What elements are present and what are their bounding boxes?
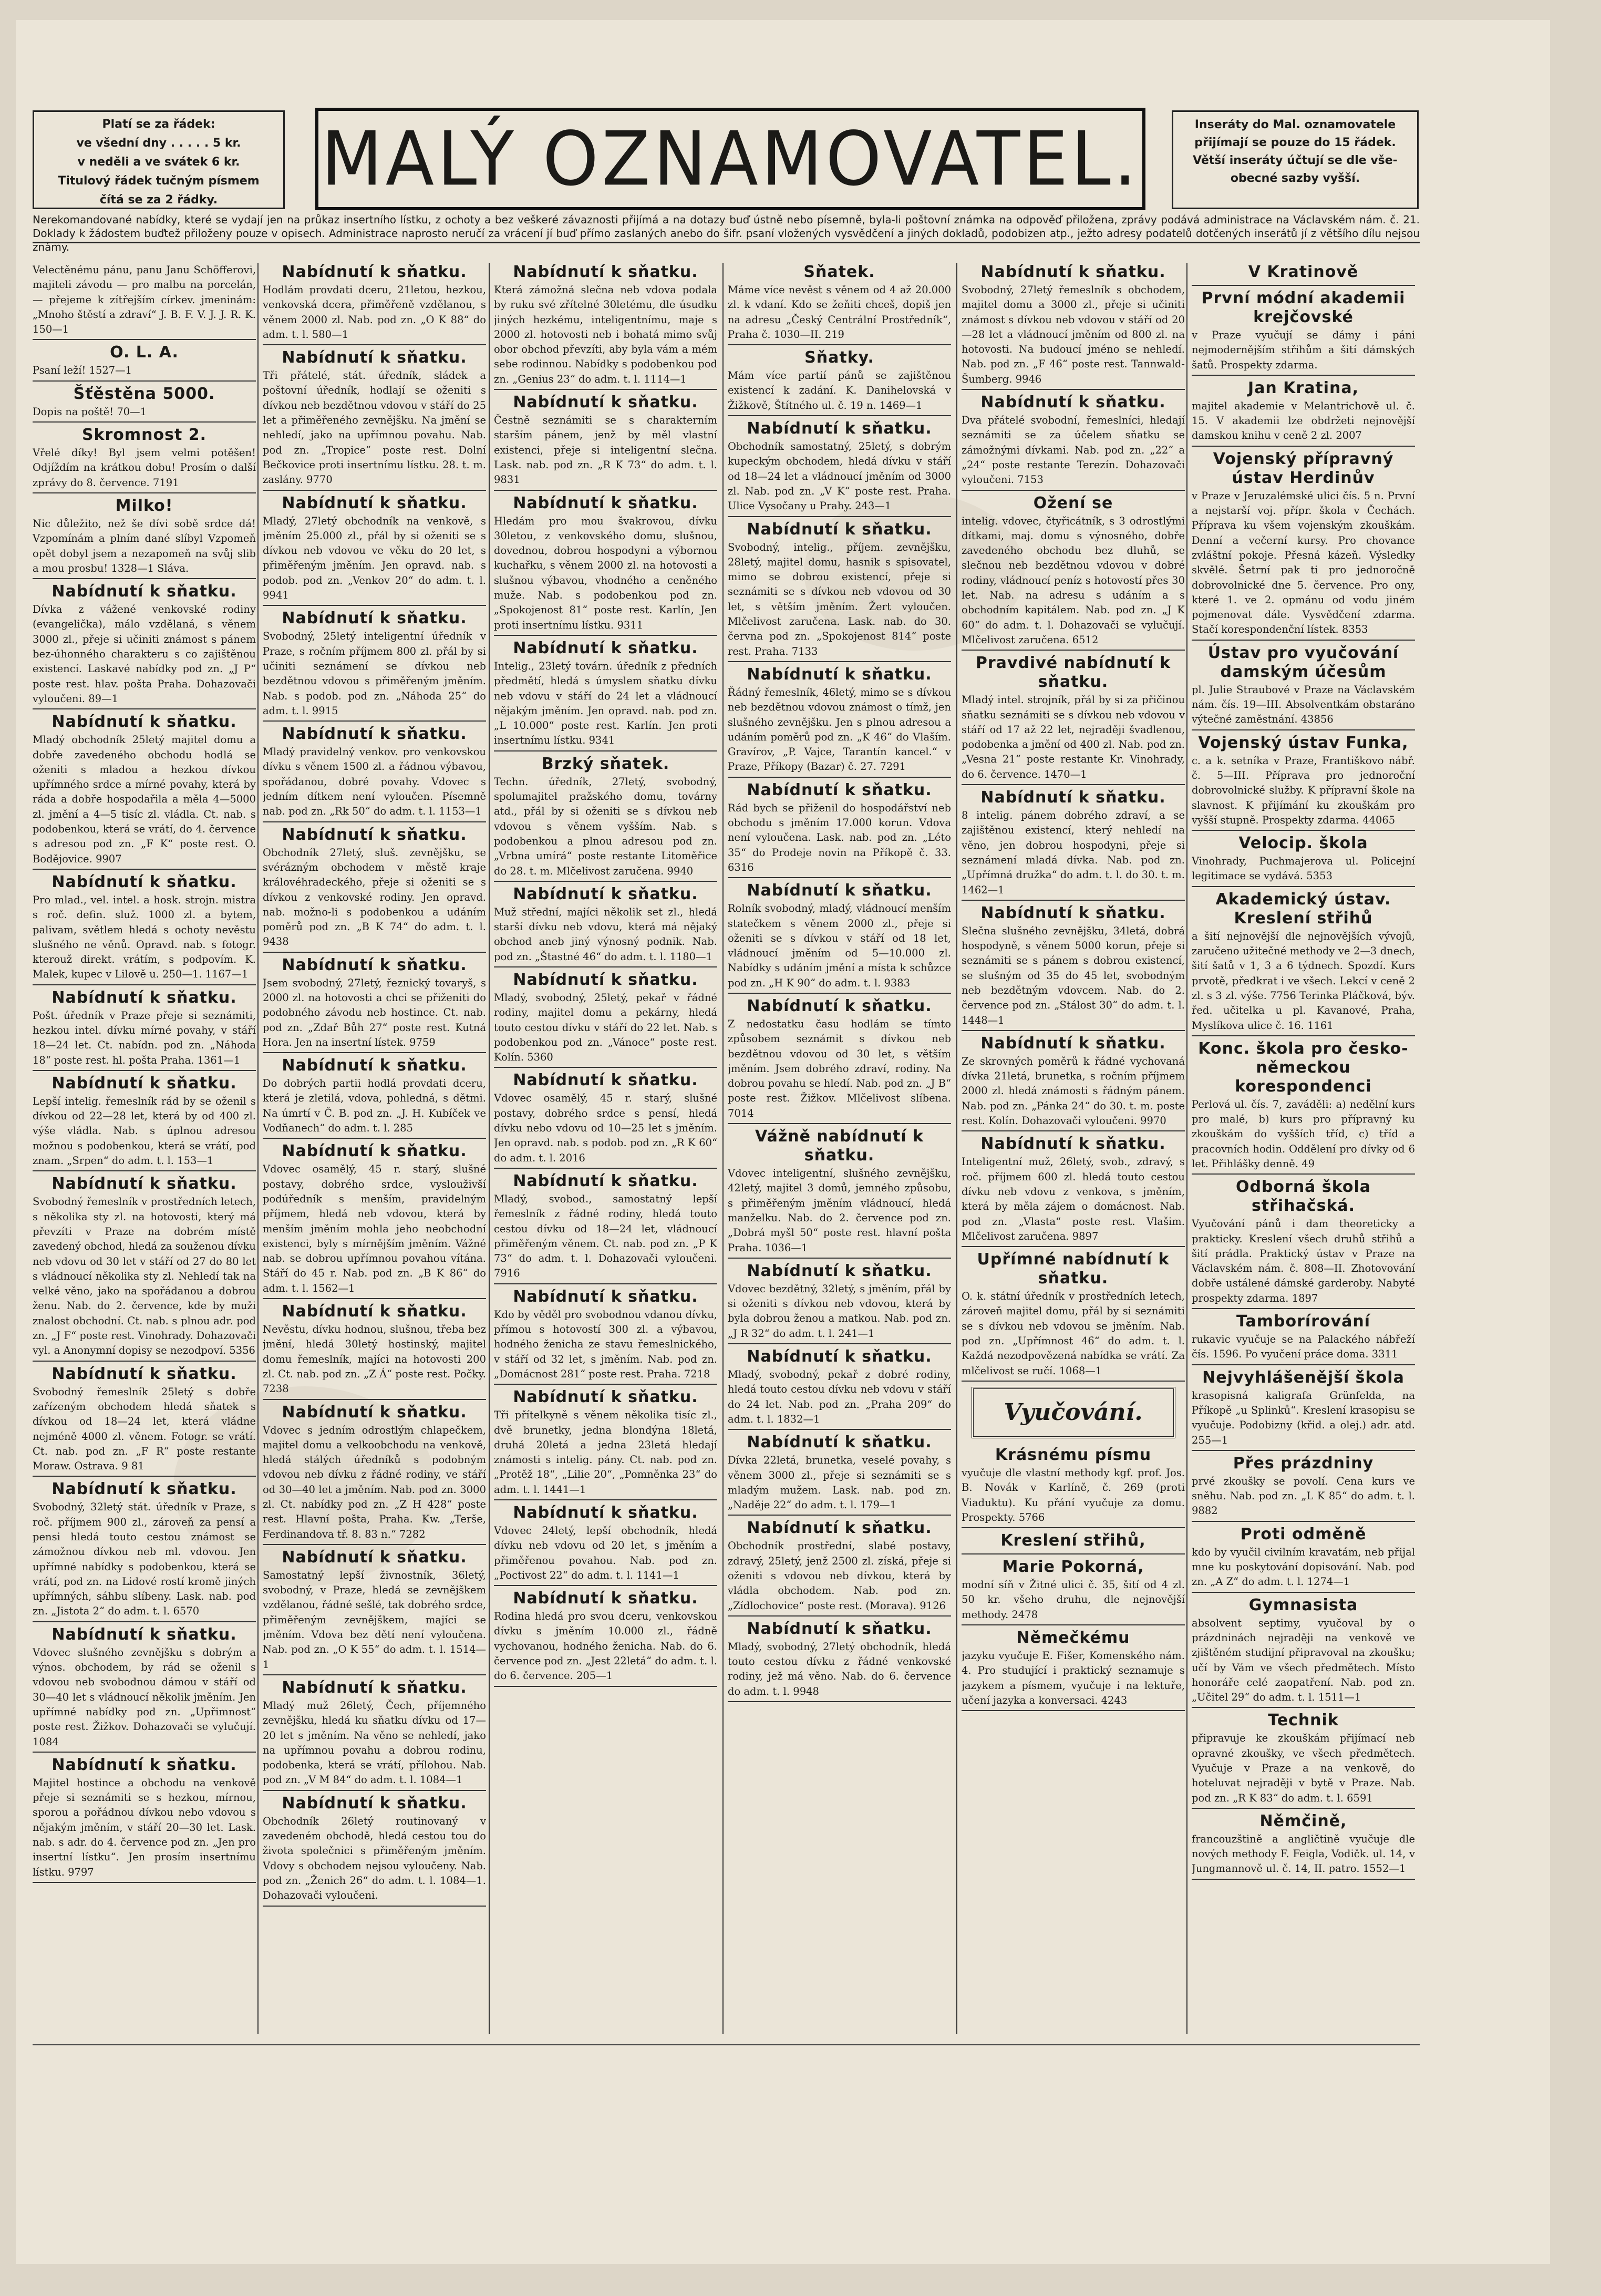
column-rule — [956, 263, 957, 2034]
classified-ad-title: Nabídnutí k sňatku. — [513, 1171, 698, 1190]
classified-ad-text: Rolník svobodný, mladý, vládnoucí menším statečkem s věnem 2000 zl., přeje si oženiti se s dívkou v stáří od 18 let, vládnoucí jměním od 5—10.000 zl. Nabídky s udáním jmění a místa k schůzce pod zn. „H K 90“ do adm. t. l. 9383 — [728, 902, 951, 989]
classified-ad — [962, 654, 1185, 785]
classified-ad — [728, 781, 951, 878]
classified-ad-text: Vdovec inteligentní, slušného zevnějšku, 42letý, majitel 3 domů, jemného způsobu, s přiměřeným jměním vládnoucí, hledá manželku. Nab. do 2. července pod zn. „Dobrá myšl 50“ poste rest. hlavní pošta Praha. 1036—1 — [728, 1167, 951, 1254]
classified-ad — [728, 1433, 951, 1516]
classified-ad — [1192, 450, 1415, 641]
classified-ad-text: Rád bych se přiženil do hospodářství neb obchodu s jměním 17.000 korun. Vdova není vyloučena. Lask. nab. pod zn. „Léto 35“ do Prodeje novin na Příkopě č. 33. 6316 — [728, 801, 951, 873]
classified-ad-title: Nabídnutí k sňatku. — [513, 884, 698, 903]
classified-ad-text: prvé zkoušky se povolí. Cena kurs ve sněhu. Nab. pod zn. „L K 85“ do adm. t. l. 9882 — [1192, 1475, 1415, 1517]
classified-ad-text: Nevěstu, dívku hodnou, slušnou, třeba bez jmění, hledá 30letý hostinský, majitel domu řemeslník, majíci na hotovosti 200 zl. Ct. nab. pod zn. „Z Á“ poste rest. Počky. 7238 — [263, 1323, 486, 1395]
classified-ad-text: Ze skrovných poměrů k řádné vychovaná dívka 21letá, brunetka, s ročním příjmem 2000 zl. hledá známosti s řádným pánem. Nab. pod zn. „Pánka 24“ do 30. t. m. poste rest. Kolín. Dohazovači vyloučeni. 9970 — [962, 1055, 1185, 1127]
classified-ad-text: Tři přítelkyně s věnem několika tisíc zl., dvě brunetky, jedna blondýna 18letá, druhá 20letá a jedna 23letá hledají známosti s intelig. pány. Ct. nab. pod zn. „Protěž 18“, „Lilie 20“, „Pomněnka 23“ do adm. t. l. 1441—1 — [494, 1409, 717, 1496]
classified-ad-title: Nabídnutí k sňatku. — [513, 1071, 698, 1090]
classified-ad — [33, 1365, 256, 1477]
classified-ad-title: Přes prázdniny — [1233, 1454, 1374, 1473]
classified-ad-title: Nabídnutí k sňatku. — [51, 1175, 237, 1193]
classified-ad-text: Hledám pro mou švakrovou, dívku 30letou, z venkovského domu, slušnou, dovednou, dobrou hospodyni a výbornou kuchařku, s věnem 2000 zl. na hotovosti a slušnou výbavou, vhodného a ceněného muže. Nab. s podobenkou pod zn. „Spokojenost 81“ poste rest. Karlín, Jen proti insertnímu lístku. 9311 — [494, 514, 717, 631]
classified-ad — [263, 1679, 486, 1791]
classified-ad-title: Nabídnutí k sňatku. — [51, 1074, 237, 1093]
classified-ad-text: Psaní leží! 1527—1 — [33, 364, 132, 377]
classified-ad-text: Obchodník 27letý, sluš. zevnějšku, se svérázným obchodem v městě kraje královéhradeckého, přeje si oženiti se s dívkou z venkovské rodiny. Jen opravd. nab. možno-li s podobenkou a udáním poměrů pod zn. „B K 74“ do adm. t. l. 9438 — [263, 846, 486, 948]
classified-ad-title: Nabídnutí k sňatku. — [513, 639, 698, 657]
classified-ad-title: Nabídnutí k sňatku. — [282, 263, 467, 281]
classified-ad-title: Nabídnutí k sňatku. — [282, 955, 467, 974]
classified-ad-title: Upřímné nabídnutí k sňatku. — [977, 1250, 1170, 1288]
classified-ad — [33, 582, 256, 709]
classified-ad-title: Nabídnutí k sňatku. — [980, 903, 1166, 922]
classified-ad — [1192, 1596, 1415, 1708]
classified-ad-text: Svobodný, 32letý stát. úředník v Praze, s roč. příjmem 900 zl., zároveň za pensí a pensi hledá touto cestou známost se zámožnou dívkou neb ml. vdovou. Jen upřímné nabídky s podobenkou, která se vrátí, pod zn. na Lidové rostí kromě jiných upřímných, sáhbu slíbeny. Lask. nab. pod zn. „Jistota 2“ do adm. t. l. 6570 — [33, 1501, 256, 1618]
classified-ad-text: Mladý, 27letý obchodník na venkově, s jměním 25.000 zl., přál by si oženiti se s dívkou neb vdovou ve věku do 20 let, s přiměřeným jměním. Jen opravd. nab. s podob. pod zn. „Venkov 20“ do adm. t. l. 9941 — [263, 514, 486, 602]
classified-ad-text: Dívka 22letá, brunetka, veselé povahy, s věnem 3000 zl., přeje si seznámiti se s mladým mužem. Lask. nab. pod zn. „Naděje 22“ do adm. t. l. 179—1 — [728, 1454, 951, 1511]
classified-ad — [494, 1288, 717, 1385]
classified-ad-title: Pravdivé nabídnutí k sňatku. — [975, 654, 1171, 692]
classified-ad-title: Nabídnutí k sňatku. — [282, 1794, 467, 1813]
classified-ad-title: Nabídnutí k sňatku. — [282, 1056, 467, 1075]
classified-ad-text: Mladý, svobod., samostatný lepší řemeslník z řádné rodiny, hledá touto cestou dívku od 18—24 let, vládnoucí přiměřeným věnem. Ct. nab. pod zn. „P K 73“ do adm. t. l. Dohazovači vyloučeni. 7916 — [494, 1192, 717, 1280]
classified-ad — [33, 1074, 256, 1171]
classified-ad-text: Mám více partií pánů se zajištěnou existencí k zadání. K. Danihelovská v Žižkově, Štítného ul. č. 19 n. 1469—1 — [728, 369, 951, 411]
classified-ad-text: Která zámožná slečna neb vdova podala by ruku své zřítelné 30letému, dle úsudku jiných hezkému, inteligentnímu, maje s 2000 zl. hotovosti neb i bohatá mimo svůj obor obchod převzíti, aby byla vám a mém sebe rodinnou. Nabídky s podobenkou pod zn. „Genius 23“ do adm. t. l. 1114—1 — [494, 284, 717, 385]
classified-ad-title: Nabídnutí k sňatku. — [747, 1619, 932, 1638]
classified-ad — [494, 494, 717, 636]
classified-ad — [263, 1548, 486, 1675]
classified-ad-text: Nic důležito, než še dívi sobě srdce dá! Vzpomínám a plním dané slíbyl Vzpomeň opět dobyl jsem a nezapomeň na svůj slib a mou prosbu! 1328—1 Slávа. — [33, 517, 256, 574]
classified-ad — [1192, 1454, 1415, 1522]
classified-ad — [728, 263, 951, 345]
classified-ad-title: Ústav pro vyučování damským účesům — [1207, 643, 1399, 681]
classified-ad-title: Nabídnutí k sňatku. — [51, 988, 237, 1007]
classified-ad — [33, 343, 256, 381]
lesson-ad-title: Marie Pokorná, — [1002, 1558, 1144, 1577]
classified-ad — [33, 1756, 256, 1883]
classified-ad-title: Nabídnutí k sňatku. — [51, 1480, 237, 1499]
lesson-ad-title: Kreslení střihů, — [1000, 1531, 1146, 1550]
masthead — [315, 108, 1145, 210]
classified-ad — [263, 725, 486, 822]
classified-ad-title: Vojenský ústav Funka, — [1198, 733, 1409, 752]
classified-ad-text: Mladý muž 26letý, Čech, příjemného zevnějšku, hledá ku sňatku dívku od 17—20 let s jměním. Na věno se nehledí, jako na upřímnou povahu a dobrou rodinu, podobenka, která se vrátí, přílohou. Nab. pod zn. „V M 84“ do adm. t. l. 1084—1 — [263, 1699, 486, 1786]
classified-ad — [263, 1403, 486, 1545]
classified-ad-text: pl. Julie Straubové v Praze na Václavském nám. čís. 19—III. Absolventkám obstaráno výtečné zaměstnání. 43856 — [1192, 683, 1415, 726]
classified-ad-title: Nabídnutí k sňatku. — [980, 788, 1166, 807]
classified-ad — [1192, 834, 1415, 887]
classified-ad — [494, 1589, 717, 1686]
classified-ad-text: c. a k. setníka v Praze, Františkovo nábř. č. 5—III. Příprava pro jednoroční dobrovolnické služby. K přípravní škole na slavnost. K přijímání ku zkouškám pro vyšší stupně. Prospekty zdarma. 44065 — [1192, 754, 1415, 826]
rules-line: Inseráty do Mal. oznamovatele — [1194, 118, 1396, 131]
classified-ad — [33, 1480, 256, 1622]
classified-ad-title: Milko! — [115, 496, 173, 515]
classified-ad-title: Odborná škola střihačská. — [1235, 1178, 1371, 1216]
classified-ad-text: Mladý obchodník 25letý majitel domu a dobře zavedeného obchodu hodlá se oženiti s mladou a hezkou dívkou upřímného srdce a mírné povahy, která by ráda a dobře hospodařila a měla 4—5000 zl. jmění a 4—5 tisíc zl. vládla. Ct. nab. s podobenkou, která se vrátí, do 4. července s adresou pod zn. „F K“ poste rest. O. Bodějovice. 9907 — [33, 734, 256, 865]
classified-ad-text: Majitel hostince a obchodu na venkově přeje si seznámiti se s hezkou, mírnou, sporou a pořádnou dívkou nebo vdovou s nějakým jměním, v stáří 20—30 let. Lask. nab. s adr. do 4. července pod zn. „Jen pro insertní lístku“. Jen prosím insertnímu lístku. 9797 — [33, 1776, 256, 1878]
ad-column-5 — [962, 263, 1185, 2034]
classified-ad — [33, 263, 256, 340]
classified-ad-text: Dva přátelé svobodní, řemeslníci, hledají seznámiti se za účelem sňatku se zámožnými dívkami. Nab. pod zn. „22“ a „24“ poste restante Terezín. Dohazovači vyloučeni. 7153 — [962, 414, 1185, 486]
classified-ad — [728, 1127, 951, 1259]
classified-ad-text: Techn. úředník, 27letý, svobodný, spolumajitel pražského domu, továrny atd., přál by si oženiti se s dívkou neb vdovou s věnem vyšším. Nab. s podobenkou a plnou adresou pod zn. „Vrbna umírá“ poste restante Litoměřice do 28. t. m. Mlčelivost zaručena. 9940 — [494, 775, 717, 877]
classified-ad-text: Rodina hledá pro svou dceru, venkovskou dívku s jměním 10.000 zl., řádně vychovanou, hodného ženicha. Nab. do 6. července pod zn. „Jest 22letá“ do adm. t. l. do 6. července. 205—1 — [494, 1610, 717, 1682]
classified-ad — [33, 989, 256, 1071]
classified-ad-title: Nabídnutí k sňatku. — [747, 520, 932, 539]
classified-ad-text: Kdo by věděl pro svobodnou vdanou dívku, přímou s hotovostí 300 zl. a výbavou, hodného ženicha ze stavu řemeslnického, v stáří od 32 let, s jměním. Nab. pod zn. „Domácnost 281“ poste rest. Praha. 7218 — [494, 1308, 717, 1380]
classified-ad-title: Nabídnutí k sňatku. — [282, 1548, 467, 1567]
classified-ad — [962, 263, 1185, 390]
classified-ad — [1192, 890, 1415, 1036]
classified-ad-title: Technik — [1268, 1711, 1339, 1730]
classified-ad-text: Mladý intel. strojník, přál by si za přičinou sňatku seznámiti se s dívkou neb vdovou v stáří od 17 až 22 let, nejraději švadlenou, podobenka a jmění od 400 zl. Nab. pod zn. „Vesna 21“ poste restante Kr. Vinohrady, do 6. července. 1470—1 — [962, 694, 1185, 780]
classified-ad — [1192, 379, 1415, 447]
classified-ad-text: majitel akademie v Melantrichově ul. č. 15. V akademii lze obdržeti nejnovější damskou knihu v ceně 2 zl. 2007 — [1192, 399, 1415, 442]
classified-ad — [263, 1056, 486, 1139]
classified-ad — [494, 755, 717, 882]
lesson-ad-title: Krásnému písmu — [995, 1445, 1152, 1464]
classified-ad-title: Nabídnutí k sňatku. — [747, 419, 932, 438]
classified-ad-text: Vyučování pánů i dam theoreticky a prakticky. Kreslení všech druhů střihů a šití prádla. Praktický ústav v Praze na Václavském nám. č. 808—II. Zhotovování dobře ustálené dámské garderoby. Nabyté prospekty zdarma. 1897 — [1192, 1218, 1415, 1304]
classified-ad — [1192, 1178, 1415, 1309]
page-title: MALÝ OZNAMOVATEL. — [321, 116, 1140, 202]
lesson-ad — [962, 1531, 1185, 1554]
classified-ad — [494, 263, 717, 390]
section-heading-vyucovani: Vyučování. — [972, 1387, 1175, 1438]
classified-ad-text: francouzštině a angličtině vyučuje dle nových methody F. Feigla, Vodičk. ul. 14, v Jungmannově ul. č. 14, II. patro. 1552—1 — [1192, 1832, 1415, 1875]
ad-column-6 — [1192, 263, 1415, 2034]
classified-ad-title: Vojenský přípravný ústav Herdinův — [1213, 449, 1394, 487]
classified-ad-text: Pro mlad., vel. intel. a hosk. strojn. mistra s roč. defin. služ. 1000 zl. a bytem, palivam, světlem hledá s ochoty nevěstu slušného ne věnů. Opravd. nab. s fotogr. kterouž direkt. vrátím, s podpovím. K. Malek, kupec v Lilově u. 250—1. 1167—1 — [33, 893, 256, 981]
classified-ad-text: absolvent septimy, vyučoval by o prázdninách nejraději na venkově ve zjištěném studijní připravoval na zkoušku; učí by Vám ve všech předmětech. Místo honoráře celé zaopatření. Nab. pod zn. „Učitel 29“ do adm. t. l. 1511—1 — [1192, 1617, 1415, 1704]
classified-ad-title: Nabídnutí k sňatku. — [282, 493, 467, 512]
classified-ad — [1192, 1525, 1415, 1593]
column-rule — [722, 263, 724, 2034]
page-bottom-rule — [33, 2044, 1420, 2056]
lesson-ad-text: jazyku vyučuje E. Fišer, Komenského nám. 4. Pro studující i praktický seznamuje s jazykem a písmem, vyučuje i na lektuře, učení jazyka a konversaci. 4243 — [962, 1650, 1185, 1706]
classified-ad-text: Dívka z vážené venkovské rodiny (evangelička), málo vzdělaná, s věnem 3000 zl., přeje si učiniti známost s pánem bez-úhonného charakteru s co zajištěnou existencí. Laskavé nabídky pod zn. „J P“ poste rest. hlav. pošta Praha. Dohazovači vyloučeni. 89—1 — [33, 603, 256, 705]
classified-ad-title: Akademický ústav. Kreslení střihů — [1215, 890, 1391, 928]
classified-ad-title: Nabídnutí k sňatku. — [513, 970, 698, 989]
classified-ad-text: Mladý, svobodný, 27letý obchodník, hledá touto cestou dívku z řádné venkovské rodiny, jež má věno. Nab. do 6. července do adm. t. l. 9948 — [728, 1640, 951, 1697]
classified-ad — [263, 826, 486, 953]
classified-ad-title: Nejvyhlášenější škola — [1202, 1368, 1404, 1387]
classified-ad — [263, 956, 486, 1053]
price-line: v neděli a ve svátek 6 kr. — [77, 156, 240, 169]
classified-ad-text: Máme více nevěst s věnem od 4 až 20.000 zl. k vdaní. Kdo se žeňiti chceš, dopiš jen na adresu „Český Centrální Prostředník“, Praha č. 1030—II. 219 — [728, 284, 951, 341]
classified-ad-text: Velectěnému pánu, panu Janu Schöfferovi, majiteli závodu — pro malbu na porcelán, — přejeme k zítřejším církev. jmeninám: „Mnoho štěstí a zdraví“ J. B. F. V. J. J. R. K. 150—1 — [33, 264, 256, 336]
classified-ad-title: Nabídnutí k sňatku. — [747, 665, 932, 684]
classified-ad-title: Konc. škola pro česko-německou korespondenci — [1198, 1039, 1409, 1096]
classified-ad-text: Slečna slušného zevnějšku, 34letá, dobrá hospodyně, s věnem 5000 korun, přeje si seznámiti se s pánem s dobrou existencí, se slušným od 35 do 45 let, svobodným neb bezdětným vdovcem. Nab. do 2. července pod zn. „Stálost 30“ do adm. t. l. 1448—1 — [962, 924, 1185, 1026]
classified-ad-title: Nabídnutí k sňatku. — [282, 725, 467, 744]
lesson-ad — [962, 1558, 1185, 1625]
classified-ad-text: Svobodný, 25letý inteligentní úředník v Praze, s ročním příjmem 800 zl. přál by si učiniti seznámení se dívkou neb bezdětnou vdovou s přiměřeným jměním. Nab. s podob. pod zn. „Náhoda 25“ do adm. t. l. 9915 — [263, 630, 486, 717]
price-line: Platí se za řádek: — [102, 118, 215, 131]
ad-column-1 — [33, 263, 256, 2034]
classified-ad — [728, 419, 951, 517]
classified-ad-text: Svobodný řemeslník 25letý s dobře zařízeným obchodem hledá sňatek s dívkou od 18—24 let, která vládne nejméně 4000 zl. věnem. Fotogr. se vrátí. Ct. nab. pod zn. „F R“ poste restante Moraw. Ostrava. 9 81 — [33, 1385, 256, 1473]
classified-ad — [263, 263, 486, 345]
classified-ad-text: Řádný řemeslník, 46letý, mimo se s dívkou neb bezdětnou vdovou známost o tímž, jen slušného zevnějšku. Jen s plnou adresou a udáním poměrů pod zn. „K 46“ do Vlaším. Gravírov, „P. Vajce, Tarantín kancel.“ v Praze, Příkopy (Bazar) č. 27. 7291 — [728, 686, 951, 773]
classified-ad-text: Vdovec s jedním odrostlým chlapečkem, majitel domu a velkoobchodu na venkově, hledá stálých úředníků s podobným vdovou neb dívku z řádné rodiny, ve stáří od 30—40 let a jměním. Nab. pod zn. 3000 zl. Ct. nabídky pod zn. „Z H 428“ poste rest. Hlavní pošta, Praha. Kw. „Terše, Ferdinandova tř. 8. 83 n.“ 7282 — [263, 1424, 486, 1540]
classified-ad — [494, 885, 717, 967]
classified-ad-text: Tři přátelé, stát. úředník, sládek a poštovní úředník, hodlají se oženiti s dívkou neb bezdětnou vdovou v stáří do 25 let a přiměřeného zevnějšku. Na jmění se nehledí, jako na upřímnou povahu. Nab. pod zn. „Tropice“ poste rest. Dolní Bečkovice proti insertnímu lístku. 28. t. m. zaslány. 9770 — [263, 369, 486, 486]
classified-ad-title: Jan Kratina, — [1247, 378, 1359, 397]
classified-ad-text: Hodlám provdati dceru, 21letou, hezkou, venkovská dcera, přiměřeně vzdělanou, s věnem 2000 zl. Nab. pod zn. „O K 88“ do adm. t. l. 580—1 — [263, 284, 486, 341]
classified-ad-text: Lepší intelig. řemeslník rád by se oženil s dívkou od 22—28 let, která by od 400 zl. výše vládla. Nab. s úplnou adresou možnou s podobenkou, která se vrátí, pod znam. „Srpen“ do adm. t. l. 153—1 — [33, 1095, 256, 1167]
classified-ad-title: Nabídnutí k sňatku. — [747, 1261, 932, 1280]
price-line: čítá se za 2 řádky. — [99, 193, 218, 207]
classified-ad — [962, 494, 1185, 651]
rules-line: obecné sazby vyšší. — [1230, 172, 1360, 185]
classified-ad — [1192, 734, 1415, 831]
classified-ad-text: Vdovec slušného zevnějšku s dobrým a výnos. obchodem, by rád se oženil s vdovou neb svobodnou dámou v stáří od 30—40 let s vládnoucí několik jměním. Jen upřímné nabídky pod zn. „Upřimnost“ poste rest. Žižkov. Dohazovači se vylučují. 1084 — [33, 1646, 256, 1748]
classified-ad-text: v Praze vyučují se dámy i páni nejmodernějším střihům a šití dámských šatů. Prospekty zdarma. — [1192, 329, 1415, 371]
classified-ad — [962, 904, 1185, 1031]
classified-ad-text: a šití nejnovější dle nejnovějších vývojů, zaručeno užitečné methody ve 2—3 dnech, šití šatů v 1, 3 a 6 týdnech. Spozdí. Kurs prvotě, předkrat i ve všech. Lekcí v ceně 2 zl. s 3 zl. výše. 7756 Terinka Pláčková, býv. řed. učitelka u pl. Kavanové, Praha, Myslíkova ulice č. 16. 1161 — [1192, 930, 1415, 1032]
administration-notice: Nerekomandované nabídky, které se vydají jen na průkaz insertního lístku, z ochoty a bez veškeré závaznosti přijímá a na dotazy buď ústně nebo písemně, byla-li poštovní známka na odpověď přiložena, zprávy podává administrace na Václavském nám. č. 21. Doklady k žádostem buďtež přiloženy pouze v opisech. Administrace naprosto neručí za vrácení jí buď přímo zaslaných anebo do šifr. psaní vložených vysvědčení a jiných dokladů, podobizen atp., ježto adresy podatelů dotčených inserátů jí z většího dílu nejsou známy. — [33, 213, 1420, 253]
classified-ad-text: Svobodný, intelig., příjem. zevnějšku, 28letý, majitel domu, hasnik s spisovatel, mimo se dobrou existencí, přeje si seznámiti se s dívkou neb vdovou od 30 let, s větším jměním. Žert vyloučen. Mlčelivost zaručena. Lask. nab. do 30. června pod zn. „Spokojenost 814“ poste rest. Praha. 7133 — [728, 541, 951, 657]
classified-ad-text: Obchodník 26letý routinovaný v zavedeném obchodě, hledá cestou tou do života společnici s přiměřeným jměním. Vdovy s obchodem nejsou vyloučeny. Nab. pod zn. „Ženich 26“ do adm. t. l. 1084—1. Dohazovači vyloučeni. — [263, 1815, 486, 1902]
classified-ad — [728, 1519, 951, 1616]
classified-ad-text: rukavic vyučuje se na Palackého nábřeží čís. 1596. Po vyučení práce doma. 3311 — [1192, 1333, 1415, 1361]
classified-ad-text: Mladý pravidelný venkov. pro venkovskou dívku s věnem 1500 zl. a řádnou výbavou, spořádanou, dobré povahy. Vdovec s jedním dítkem není vyloučen. Písemně nab. pod zn. „Rk 50“ do adm. t. l. 1153—1 — [263, 746, 486, 818]
classified-ad — [1192, 289, 1415, 376]
classified-ad — [494, 393, 717, 490]
classified-ad-title: Nabídnutí k sňatku. — [513, 393, 698, 412]
classified-ad — [33, 1625, 256, 1753]
classified-ad-title: Nabídnutí k sňatku. — [980, 1034, 1166, 1053]
classified-ad-title: Nabídnutí k sňatku. — [282, 825, 467, 844]
classified-ad — [962, 1135, 1185, 1247]
classified-ad — [728, 665, 951, 778]
classified-ad-title: Nabídnutí k sňatku. — [282, 1403, 467, 1422]
classified-ad-text: Muž střední, majíci několik set zl., hledá starší dívku neb vdovu, která má nějaký obchod aneb jiný výnosný podnik. Nab. pod zn. „Štastné 46“ do adm. t. l. 1180—1 — [494, 905, 717, 963]
classified-ad — [1192, 263, 1415, 286]
lesson-ad — [962, 1629, 1185, 1711]
classified-ad-title: Nabídnutí k sňatku. — [282, 1142, 467, 1161]
classified-ad-title: Tamborírování — [1236, 1312, 1371, 1331]
rules-box — [1172, 110, 1419, 209]
classified-ad-text: Perlová ul. čís. 7, zaváděli: a) nedělní kurs pro malé, b) kurs pro přípravný ku zkouškám do vyšších tříd, c) tříd a pracovních hodin. Oddělení pro dívky od 6 let. Přihlášky denně. 49 — [1192, 1098, 1415, 1170]
classified-ad — [728, 348, 951, 416]
classified-ad-title: Skromnost 2. — [81, 426, 207, 445]
ad-column-4 — [728, 263, 951, 2034]
classified-ad — [1192, 1812, 1415, 1880]
classified-ad-text: Vdovec bezdětný, 32letý, s jměním, přál by si oženiti s dívkou neb vdovou, která by byla dobrou ženou a matkou. Nab. pod zn. „J R 32“ do adm. t. l. 241—1 — [728, 1282, 951, 1340]
classified-ad-title: Nabídnutí k sňatku. — [747, 1519, 932, 1538]
classified-ad-text: připravuje ke zkouškám přijímací neb opravné zkoušky, ve všech předmětech. Vyučuje v Praze a na venkově, do hoteluvat nejraději v bytě v Praze. Nab. pod zn. „R K 83“ do adm. t. l. 6591 — [1192, 1732, 1415, 1804]
classified-ad-title: Nabídnutí k sňatku. — [51, 1755, 237, 1774]
classified-ad — [494, 1388, 717, 1500]
classified-ad-title: Nabídnutí k sňatku. — [51, 1364, 237, 1383]
classified-ad — [728, 881, 951, 994]
classified-ad-title: Nabídnutí k sňatku. — [980, 263, 1166, 281]
classified-ad-text: Samostatný lepší živnostník, 36letý, svobodný, v Praze, hledá se zevnějškem vzdělanou, řádné sešlé, tak dobrého srdce, přiměřeným zevnějškem, majíci se jměním. Vdova bez dětí není vyloučena. Nab. pod zn. „O K 55“ do adm. t. l. 1514—1 — [263, 1569, 486, 1671]
classified-ad-title: Nabídnutí k sňatku. — [747, 1433, 932, 1452]
classified-ad — [962, 1250, 1185, 1382]
classified-ad-title: Nabídnutí k sňatku. — [980, 1135, 1166, 1154]
classified-ad — [728, 1262, 951, 1344]
classified-ad — [263, 494, 486, 606]
classified-ad — [263, 1302, 486, 1399]
price-box — [33, 110, 285, 209]
classified-ad-text: Do dobrých partii hodlá provdati dceru, která je zletilá, vdova, pohledná, s dětmi. Na úmrtí v Č. B. pod zn. „J. H. Kubíček ve Vodňanech“ do adm. t. l. 285 — [263, 1077, 486, 1135]
classified-ad — [962, 1034, 1185, 1131]
classified-ad-text: Vinohrady, Puchmajerova ul. Policejní legitimace se vydává. 5353 — [1192, 855, 1415, 882]
classified-ad — [1192, 1039, 1415, 1175]
lesson-ad-text: vyučuje dle vlastní methody kgf. prof. Jos. B. Novák v Karlíně, č. 269 (proti Viaduktu). Ku přání vyučuje za domu. Prospekty. 5766 — [962, 1466, 1185, 1523]
classified-ad-title: Nabídnutí k sňatku. — [747, 881, 932, 900]
classified-ad-title: Nabídnutí k sňatku. — [51, 713, 237, 732]
classified-ad — [1192, 1711, 1415, 1808]
classified-ad — [494, 971, 717, 1068]
classified-ad-text: Obchodník prostřední, slabé postavy, zdravý, 25letý, jenž 2500 zl. získá, přeje si oženiti s vdovou neb dívkou, která by vládla obchodem. Nab. pod zn. „Zídlochovice“ poste rest. (Morava). 9126 — [728, 1540, 951, 1612]
classified-ad — [263, 1794, 486, 1907]
classified-ad-text: Mladý, svobodný, pekař z dobré rodiny, hledá touto cestou dívku neb vdovu v stáří do 24 let. Nab. pod zn. „Praha 209“ do adm. t. l. 1832—1 — [728, 1368, 951, 1425]
classified-ad-title: Šťěstěna 5000. — [73, 384, 215, 403]
classified-ad-title: Nabídnutí k sňatku. — [513, 263, 698, 281]
classified-ad — [962, 788, 1185, 901]
classified-ad-title: Nabídnutí k sňatku. — [282, 1678, 467, 1697]
classified-ad-text: Svobodný řemeslník v prostředních letech, s několika sty zl. na hotovosti, který má převzíti v Praze na dobrém místě zavedený obchod, hledá za souženou dívku neb vdovu od 30 let v stáří od 27 do 80 let s vládnoucí několika sty zl. Nehledí tak na velké věno, jako na spořádanou a dobrou ženu. Nab. do 2. července, kde by muži znalost obchodní. Ct. nab. s plnou adr. pod zn. „J F“ poste rest. Vinohrady. Dohazovači vyl. a Anonymní dopisy se nezodpoví. 5356 — [33, 1196, 256, 1357]
price-line: ve všední dny . . . . . 5 kr. — [76, 137, 241, 150]
ad-column-3 — [494, 263, 717, 2034]
classified-ad — [728, 520, 951, 662]
classified-ad — [728, 997, 951, 1124]
classified-ad — [494, 1504, 717, 1586]
classified-ad-title: Nabídnutí k sňatku. — [51, 582, 237, 601]
classified-ad-text: v Praze v Jeruzalémské ulici čís. 5 n. První a nejstarší voj. přípr. škola v Čechách. Příprava ku všem vojenským zkouškám. Denní a večerní kursy. Pro chovance zvláštní pokoje. Přesná kázeň. Výsledky skvělé. Šetrní pak ti pro jednoročně dobrovolnické dne 5. července. Pro ony, které 1. ve 2. opmánu od vodu jiném pojmenovat dále. Vysvědčení zdarma. Stačí korespondenční lístek. 8353 — [1192, 489, 1415, 636]
classified-ad — [1192, 1312, 1415, 1365]
lesson-ad-text: modní síň v Žitné ulici č. 35, šití od 4 zl. 50 kr. všeho druhu, dle nejnovější methody. 2478 — [962, 1579, 1185, 1621]
classified-ad — [263, 1142, 486, 1299]
classified-ad-title: Nabídnutí k sňatku. — [513, 1287, 698, 1306]
classified-ad — [1192, 1368, 1415, 1451]
column-rule — [257, 263, 259, 2034]
classified-ad — [33, 497, 256, 579]
column-rule — [1186, 263, 1187, 2034]
classified-ad-title: V Kratinově — [1248, 263, 1359, 281]
classified-ad-title: Ožení se — [1033, 493, 1113, 512]
classified-ad-text: Dopis na poště! 70—1 — [33, 405, 147, 418]
classified-ad-title: Nabídnutí k sňatku. — [513, 1504, 698, 1522]
classified-ad-title: Nabídnutí k sňatku. — [747, 1347, 932, 1366]
lesson-ad-title: Němečkému — [1016, 1629, 1130, 1647]
classified-ad — [33, 1175, 256, 1361]
classified-ad — [1192, 644, 1415, 730]
classified-ad-title: Nabídnutí k sňatku. — [513, 1589, 698, 1608]
classified-ad — [33, 713, 256, 870]
price-line: Titulový řádek tučným písmem — [58, 174, 260, 188]
column-rule — [489, 263, 490, 2034]
classified-ad — [33, 385, 256, 423]
rules-line: přijímají se pouze do 15 řádek. — [1194, 136, 1396, 149]
classified-ad — [962, 393, 1185, 490]
classified-ad-text: intelig. vdovec, čtyřicátník, s 3 odrostlými dítkami, maj. domu s výnosného, dobře zavedeného obchodu bez dluhů, se slečnou neb bezdětnou vdovou v dobré rodiny, vládnoucí peníz s hotovostí přes 30 let. Nab. na adresu s udáním a s obchodním kapitálem. Nab. pod zn. „J K 60“ do adm. t. l. Dohazovači se vylučují. Mlčelivost zaručena. 6512 — [962, 514, 1185, 646]
classified-ad-title: Nabídnutí k sňatku. — [282, 609, 467, 628]
classified-ad-text: O. k. státní úředník v prostředních letech, zároveň majitel domu, přál by si seznámiti se s dívkou neb vdovou se jměním. Nab. pod zn. „Upřímnost 46“ do adm. t. l. Každá nezodpovězená nabídka se vrátí. Za mlčelivost se ručí. 1068—1 — [962, 1290, 1185, 1377]
classified-ad-text: Obchodník samostatný, 25letý, s dobrým kupeckým obchodem, hledá dívku v stáří od 18—24 let a vládnoucí jměním od 3000 zl. Nab. pod zn. „V K“ poste rest. Praha. Ulice Vysočany u Prahy. 243—1 — [728, 440, 951, 512]
classified-ad-title: Proti odměně — [1240, 1525, 1367, 1543]
classified-ad-text: krasopisná kaligrafa Grünfelda, na Příkopě „u Splinků“. Kreslení krasopisu se vyučuje. Podobizny (křid. a olej.) adr. atd. 255—1 — [1192, 1389, 1415, 1446]
classified-ad — [263, 609, 486, 722]
classified-ad-text: kdo by vyučil civilním kravatám, neb přijal mne ku poskytování dopisování. Nab. pod zn. „A Z“ do adm. t. l. 1274—1 — [1192, 1546, 1415, 1588]
classified-ad-text: 8 intelig. pánem dobrého zdraví, a se zajištěnou existencí, který nehledí na věno, jen dobrou hospodyni, přeje si seznámení mladá dívka. Nab. pod zn. „Upřímná družka“ do adm. t. l. do 30. t. m. 1462—1 — [962, 809, 1185, 896]
classified-ad — [494, 1071, 717, 1168]
classified-ad-title: Nabídnutí k sňatku. — [51, 872, 237, 891]
classified-ad — [494, 639, 717, 751]
classified-ad — [728, 1347, 951, 1430]
ad-column-2 — [263, 263, 486, 2034]
classified-ad-title: Gymnasista — [1248, 1595, 1358, 1614]
classified-ad-text: Čestně seznámiti se s charakterním starším pánem, jenž by měl vlastní existenci, přeje si inteligentní slečna. Lask. nab. pod zn. „R K 73“ do adm. t. l. 9831 — [494, 414, 717, 486]
classified-ad-title: Brzký sňatek. — [541, 754, 670, 773]
classified-ad-title: Němčině, — [1259, 1811, 1347, 1830]
classified-ad-title: První módní akademii krejčovské — [1201, 289, 1406, 326]
classified-ad-title: Velocip. škola — [1238, 834, 1368, 853]
classified-ad-text: Jsem svobodný, 27letý, řeznický tovaryš, s 2000 zl. na hotovosti a chci se přiženiti do podobného závodu neb hostince. Ct. nab. pod zn. „Zdař Bůh 27“ poste rest. Kutná Hora. Jen na insertní lístek. 9759 — [263, 976, 486, 1048]
classified-ad-text: Vřelé díky! Byl jsem velmi potěšen! Odjíždím na krátkou dobu! Prosím o další zprávy do 8. července. 7191 — [33, 447, 256, 489]
classified-ad-title: Nabídnutí k sňatku. — [513, 1388, 698, 1407]
classified-ad — [728, 1620, 951, 1702]
classified-ad-text: Vdovec osamělý, 45 r. starý, slušné postavy, dobrého srdce, vyslouživší podúředník s menším, pravidelným příjmem, hledá neb vdovou, která by menším jměním mohla jeho neobchodní existenci, byly s mírnějším jměním. Vážné nab. se dobrou upřímnou povahou vítána. Stáří do 45 r. Nab. pod zn. „B K 86“ do adm. t. l. 1562—1 — [263, 1163, 486, 1294]
classified-ad-text: Intelig., 23letý továrn. úředník z předních předmětí, hledá s úmyslem sňatku dívku neb vdovu v stáří do 24 let a vládnoucí nějakým jměním. Jen opravd. nab. pod zn. „L 10.000“ poste rest. Karlín. Jen proti insertnímu lístku. 9341 — [494, 660, 717, 747]
classified-ad-text: Inteligentní muž, 26letý, svob., zdravý, s roč. příjmem 600 zl. hledá touto cestou dívku neb vdovu z venkova, s jměním, která by měla zájem o domácnost. Nab. pod zn. „Vlasta“ poste rest. Vlašim. Mlčelivost zaručena. 9897 — [962, 1156, 1185, 1242]
rules-line: Větší inseráty účtují se dle vše- — [1193, 154, 1398, 167]
classified-ad-text: Z nedostatku času hodlám se tímto způsobem seznámit s dívkou neb bezdětnou vdovou od 30 let, s větším jměním. Jsem dobrého zdraví, rodiny. Na dobrou povahu se hledí. Nab. pod zn. „J B“ poste rest. Žižkov. Mlčelivost slíbena. 7014 — [728, 1017, 951, 1119]
classified-ad-title: Nabídnutí k sňatku. — [282, 348, 467, 367]
classified-ad-title: Vážně nabídnutí k sňatku. — [755, 1127, 924, 1165]
classified-ad-title: Nabídnutí k sňatku. — [980, 393, 1166, 412]
classified-ad-title: Nabídnutí k sňatku. — [51, 1625, 237, 1644]
classified-ad — [263, 348, 486, 490]
classified-ad-title: Sňatek. — [803, 263, 875, 281]
classified-ad-text: Mladý, svobodný, 25letý, pekař v řádné rodiny, majitel domu a pekárny, hledá touto cestou dívku v stáří do 22 let. Nab. s podobenkou pod zn. „Vánoce“ poste rest. Kolín. 5360 — [494, 991, 717, 1064]
classified-ad-title: Nabídnutí k sňatku. — [282, 1302, 467, 1321]
classified-ad-title: Nabídnutí k sňatku. — [513, 493, 698, 512]
classified-ad — [494, 1172, 717, 1284]
classified-ad-text: Vdovec osamělý, 45 r. starý, slušné postavy, dobrého srdce s pensí, hledá dívku nebo vdovu od 10—25 let s jměním. Jen opravd. nab. s podob. pod zn. „R K 60“ do adm. t. l. 2016 — [494, 1092, 717, 1164]
classified-ad-text: Vdovec 24letý, lepší obchodník, hledá dívku neb vdovu od 20 let, s jměním a přiměřenou povahou. Nab. pod zn. „Poctivost 22“ do adm. t. l. 1141—1 — [494, 1525, 717, 1581]
classified-ad — [33, 426, 256, 493]
classified-ad-text: Svobodný, 27letý řemeslník s obchodem, majitel domu a 3000 zl., přeje si učiniti známost s dívkou neb vdovou v stáří od 20—28 let a vládnoucí jměním od 800 zl. na hotovosti. Na budoucí jméno se nehledí. Nab. pod zn. „F 46“ poste rest. Tannwald-Šumberg. 9946 — [962, 284, 1185, 385]
classified-ad-title: Sňatky. — [804, 348, 874, 367]
lesson-ad — [962, 1446, 1185, 1528]
classified-ad-title: Nabídnutí k sňatku. — [747, 996, 932, 1015]
classified-ad-text: Pošt. úředník v Praze přeje si seznámiti, hezkou intel. dívku mírné povahy, v stáří 18—24 let. Ct. nabídn. pod zn. „Náhoda 18“ poste rest. hl. pošta Praha. 1361—1 — [33, 1009, 256, 1066]
classified-ad-title: O. L. A. — [110, 343, 179, 362]
classified-ad — [33, 873, 256, 985]
classified-ad-title: Nabídnutí k sňatku. — [747, 780, 932, 799]
